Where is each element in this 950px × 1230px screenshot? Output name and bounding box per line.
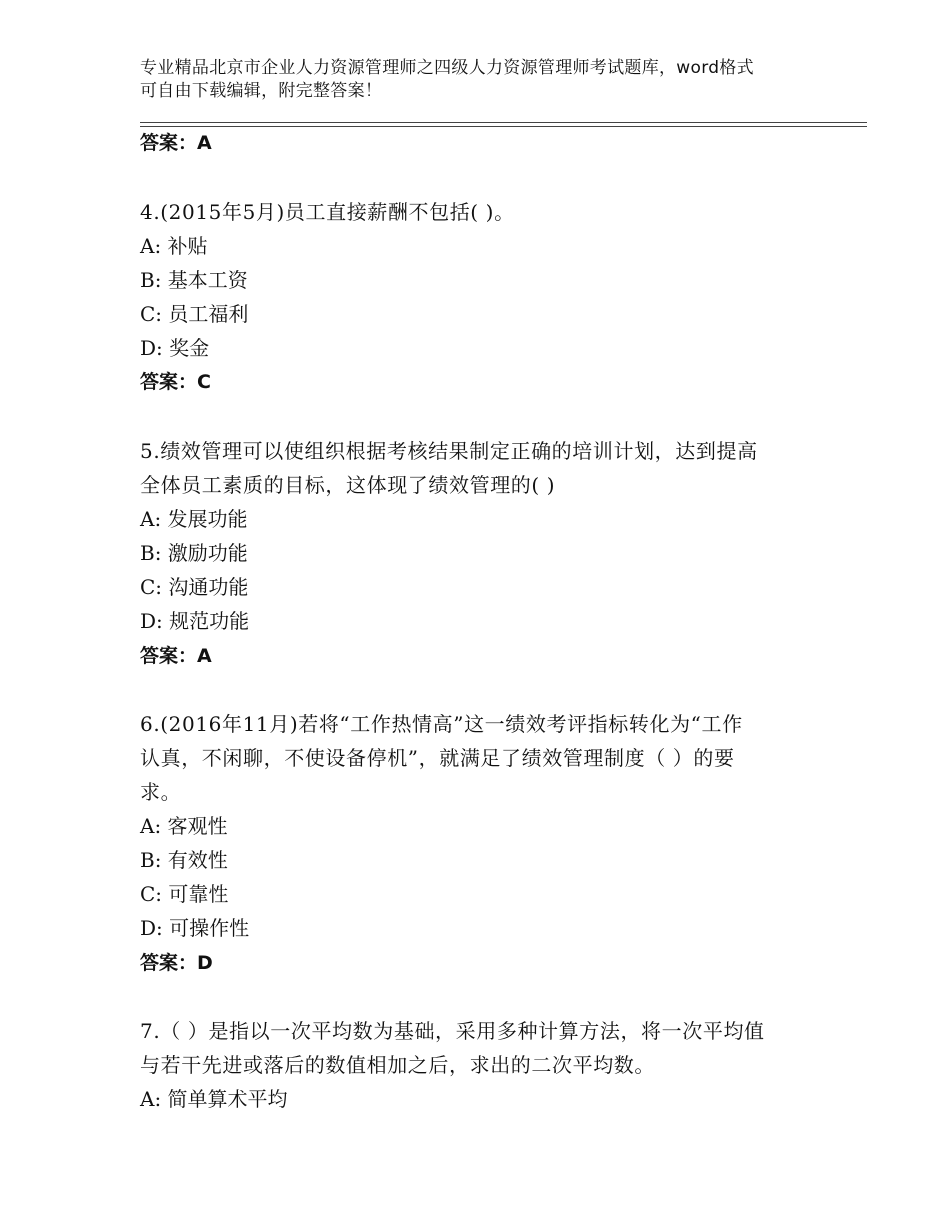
question-5-line-2: 全体员工素质的目标，这体现了绩效管理的( ) [140,473,556,497]
question-5-option-d: D: 规范功能 [140,609,250,633]
question-5-answer: 答案：A [140,645,212,667]
header-rule-top [140,122,867,123]
header-line-2: 可自由下载编辑，附完整答案！ [140,81,383,101]
question-7-line-1: 7.（ ）是指以一次平均数为基础，采用多种计算方法，将一次平均值 [140,1019,765,1043]
question-5-option-c: C: 沟通功能 [140,575,249,599]
question-4-line-1: 4.(2015年5月)员工直接薪酬不包括( )。 [140,200,515,224]
question-7-line-2: 与若干先进或落后的数值相加之后，求出的二次平均数。 [140,1053,655,1077]
question-6-option-a: A: 客观性 [140,814,228,838]
question-4-option-c: C: 员工福利 [140,302,249,326]
question-5-option-a: A: 发展功能 [140,507,248,531]
question-7-option-a: A: 简单算术平均 [140,1087,288,1111]
header-line-1: 专业精品北京市企业人力资源管理师之四级人力资源管理师考试题库，word格式 [140,58,754,78]
question-5-line-1: 5.绩效管理可以使组织根据考核结果制定正确的培训计划，达到提高 [140,439,758,463]
answer-line: 答案：A [140,132,212,154]
question-4-option-a: A: 补贴 [140,234,208,258]
question-6-line-2: 认真，不闲聊，不使设备停机”，就满足了绩效管理制度（ ）的要 [140,746,735,770]
question-6-option-c: C: 可靠性 [140,882,229,906]
question-4-option-d: D: 奖金 [140,336,210,360]
question-6-line-3: 求。 [140,780,182,804]
question-6-line-1: 6.(2016年11月)若将“工作热情高”这一绩效考评指标转化为“工作 [140,712,743,736]
question-6-option-d: D: 可操作性 [140,916,250,940]
question-6-option-b: B: 有效性 [140,848,228,872]
header-rule-bottom [140,126,867,127]
question-6-answer: 答案：D [140,952,213,974]
document-header [140,57,820,103]
question-4-option-b: B: 基本工资 [140,268,248,292]
question-5-option-b: B: 激励功能 [140,541,248,565]
question-4-answer: 答案：C [140,371,211,393]
